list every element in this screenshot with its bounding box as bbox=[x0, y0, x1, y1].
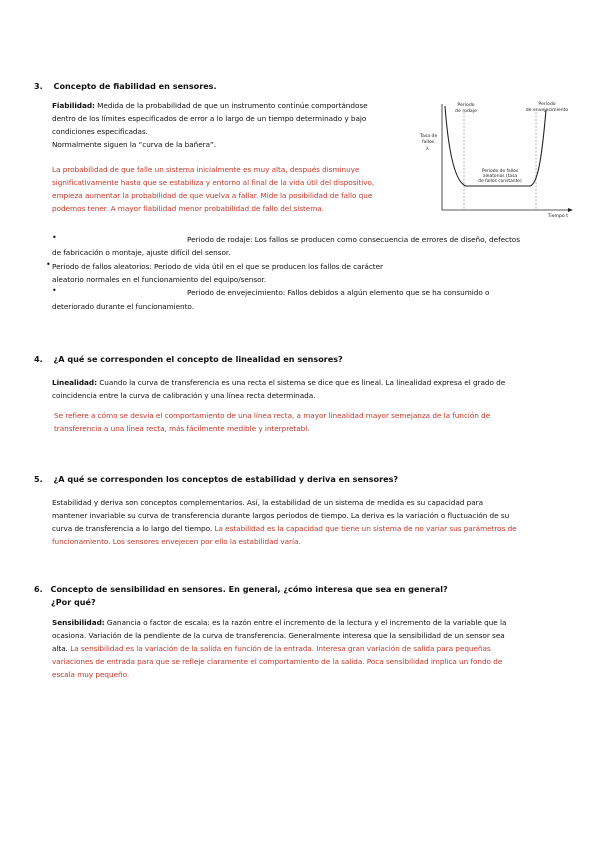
bullet-aleatorios-line2: aleatorio normales en el funcionamiento del equipo/sensor. bbox=[52, 275, 267, 284]
q4-line1: Cuando la curva de transferencia es una recta el sistema se dice que es lineal. La linealidad expresa el grado de bbox=[99, 378, 506, 387]
figure-label-rodaje-1: Periodo bbox=[457, 103, 475, 108]
q5-title: ¿A qué se corresponden los conceptos de estabilidad y deriva en sensores? bbox=[53, 474, 399, 484]
q3-def-line1: Medida de la probabilidad de que un instrumento continúe comportándose bbox=[97, 101, 368, 110]
figure-label-env-1: Periodo bbox=[538, 102, 556, 107]
figure-label-env-2: de envejecimiento bbox=[525, 108, 569, 113]
q5-line3b: La estabilidad es la capacidad que tiene un sistema de no variar sus parámetros de bbox=[214, 524, 517, 533]
q3-explanation bbox=[52, 163, 422, 215]
q4-title: ¿A qué se corresponden el concepto de linealidad en sensores? bbox=[53, 354, 343, 364]
figure-ylabel-1: Tasa de bbox=[420, 134, 438, 139]
q5-number: 5. bbox=[34, 474, 43, 484]
bullet-rodaje-line1: Periodo de rodaje: Los fallos se producen como consecuencia de errores de diseño, defectos bbox=[187, 235, 520, 244]
q6-body bbox=[52, 616, 582, 681]
figure-x-arrow bbox=[568, 208, 573, 212]
bullet-marker-3: • bbox=[52, 286, 57, 295]
q6-line5: escala muy pequeño. bbox=[52, 670, 130, 679]
q3-heading bbox=[34, 81, 217, 91]
bullet-rodaje-line2: de fabricación o montaje, ajuste difícil del sensor. bbox=[52, 248, 231, 257]
q3-title: Concepto de fiabilidad en sensores. bbox=[53, 81, 217, 91]
figure-ylabel-2: fallos bbox=[422, 140, 435, 145]
q6-line2: ocasiona. Variación de la pendiente de la curva de transferencia. Generalmente interesa que la sensibilidad de un sensor sea bbox=[52, 631, 505, 640]
q4-red-line2: transferencia a una línea recta, más fácilmente medible y interpretabl. bbox=[54, 424, 310, 433]
q4-heading bbox=[34, 354, 343, 364]
q5-line3a: curva de transferencia a lo largo del tiempo. bbox=[52, 524, 213, 533]
q3-red-line2: significativamente hasta que se estabiliza y entorno al final de la vida útil del dispositivo, bbox=[52, 178, 375, 187]
q4-number: 4. bbox=[34, 354, 43, 364]
q5-line1: Estabilidad y deriva son conceptos complementarios. Así, la estabilidad de un sistema de medida es su capacidad para bbox=[52, 498, 484, 507]
q3-def-line2: dentro de los límites especificados de error a lo largo de un tiempo determinado y bajo bbox=[52, 114, 367, 123]
bullet-marker-2: • bbox=[46, 260, 51, 269]
q4-explanation bbox=[54, 409, 574, 435]
q4-line2: coincidencia entre la curva de calibración y una línea recta determinada. bbox=[52, 391, 316, 400]
q4-definition bbox=[52, 376, 572, 402]
q5-line2: mantener invariable su curva de transferencia durante largos periodos de tiempo. La deriva es la variación o fluctuación de su bbox=[52, 511, 510, 520]
figure-ylabel-3: λ bbox=[426, 147, 429, 152]
q6-line4: variaciones de entrada para que se refleje claramente el comportamiento de la salida. Poca sensibilidad implica un fondo de bbox=[52, 657, 503, 666]
figure-mid-1: Periodo de fallos bbox=[481, 169, 519, 174]
q4-def-label: Linealidad: bbox=[52, 378, 97, 387]
q3-def-line3: condiciones especificadas. bbox=[52, 127, 148, 136]
bullet-envejecimiento-line1: Periodo de envejecimiento: Fallos debidos a algún elemento que se ha consumido o bbox=[187, 288, 490, 297]
q6-def-label: Sensibilidad: bbox=[52, 618, 105, 627]
q3-definition bbox=[52, 99, 412, 151]
q5-line4: funcionamiento. Los sensores envejecen por ello la estabilidad varía. bbox=[52, 537, 301, 546]
bullet-marker-1: • bbox=[52, 233, 57, 242]
q6-line3a: alta. bbox=[52, 644, 68, 653]
figure-mid-3: de fallos constante) bbox=[478, 179, 522, 184]
bathtub-curve-figure bbox=[418, 96, 574, 220]
q6-heading bbox=[34, 583, 448, 609]
q3-red-line3: empieza aumentar la probabilidad de que vuelva a fallar. Mide la posibilidad de fallo que bbox=[52, 191, 373, 200]
figure-mid-2: aleatorios (tasa bbox=[482, 174, 518, 179]
q4-red-line1: Se refiere a cómo se desvía el comportamiento de una línea recta, a mayor linealidad mayor semejanza de la función de bbox=[54, 411, 491, 420]
q6-line3b: La sensibilidad es la variación de la salida en función de la entrada. Interesa gran variación de salida para pequeñas bbox=[70, 644, 491, 653]
figure-xlabel: Tiempo t bbox=[547, 214, 568, 219]
q3-red-line1: La probabilidad de que falle un sistema inicialmente es muy alta, después disminuye bbox=[52, 165, 360, 174]
q3-def-label: Fiabilidad: bbox=[52, 101, 95, 110]
q3-red-line4: podemos tener. A mayor fiabilidad menor probabilidad de fallo del sistema. bbox=[52, 204, 324, 213]
bullet-envejecimiento-line2: deteriorado durante el funcionamiento. bbox=[52, 302, 194, 311]
q6-title-line1: Concepto de sensibilidad en sensores. En general, ¿cómo interesa que sea en general? bbox=[50, 584, 448, 594]
q6-line1: Ganancia o factor de escala: es la razón entre el incremento de la lectura y el incremento de la variable que la bbox=[106, 618, 507, 627]
figure-label-rodaje-2: de rodaje bbox=[455, 109, 477, 114]
q5-body bbox=[52, 496, 582, 548]
bullet-aleatorios-line1: Periodo de fallos aleatorios: Periodo de vida útil en el que se producen los fallos de carácter bbox=[52, 262, 384, 271]
q3-def-line4: Normalmente siguen la “curva de la bañera”. bbox=[52, 140, 217, 149]
q6-title-line2: ¿Por qué? bbox=[51, 597, 96, 607]
q6-number: 6. bbox=[34, 584, 43, 594]
q3-number: 3. bbox=[34, 81, 43, 91]
q5-heading bbox=[34, 474, 398, 484]
